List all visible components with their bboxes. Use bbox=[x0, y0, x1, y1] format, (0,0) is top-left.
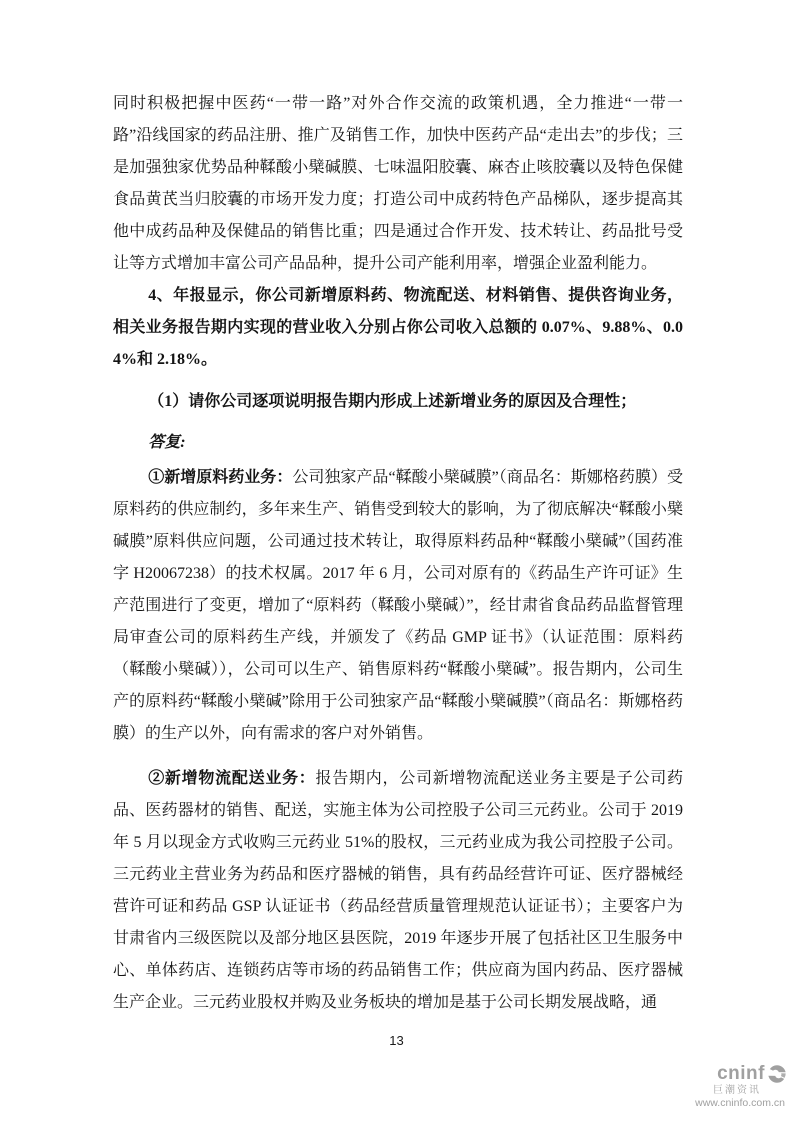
cninfo-chinese-name: 巨潮资讯 bbox=[713, 1085, 761, 1097]
answer-1-text: 公司独家产品“鞣酸小檗碱膜”（商品名：斯娜格药膜）受原料药的供应制约，多年来生产、销售受到较大的影响，为了彻底解决“鞣酸小檗碱膜”原料供应问题，公司通过技术转让，取得原料药品种“鞣酸小檗碱”（国药准字 H20067238）的技术权属。2017 年 6 月，公司对原有的《药品生产许可证》生产范围进行了变更，增加了“原料药（鞣酸小檗碱）”，经甘肃省食品药品监督管理局审查公司的原料药生产线，并颁发了《药品 GMP 证书》（认证范围：原料药（鞣酸小檗碱）），公司可以生产、销售原料药“鞣酸小檗碱”。报告期内，公司生产的原料药“鞣酸小檗碱”除用于公司独家产品“鞣酸小檗碱膜”（商品名：斯娜格药膜）的生产以外，向有需求的客户对外销售。 bbox=[113, 469, 683, 742]
cninfo-swirl-icon bbox=[767, 1064, 787, 1084]
cninfo-logo-row bbox=[677, 1064, 787, 1085]
paragraph-policy-continuation: 同时积极把握中医药“一带一路”对外合作交流的政策机遇，全力推进“一带一路”沿线国家的药品注册、推广及销售工作，加快中医药产品“走出去”的步伐；三是加强独家优势品种鞣酸小檗碱膜、七味温阳胶囊、麻杏止咳胶囊以及特色保健食品黄芪当归胶囊的市场开发力度；打造公司中成药特色产品梯队，逐步提高其他中成药品种及保健品的销售比重；四是通过合作开发、技术转让、药品批号受让等方式增加丰富公司产品品种，提升公司产能利用率，增强企业盈利能力。 bbox=[113, 95, 683, 272]
page-number: 13 bbox=[389, 1033, 404, 1048]
question-4: 4、年报显示，你公司新增原料药、物流配送、材料销售、提供咨询业务，相关业务报告期内实现的营业收入分别占你公司收入总额的 0.07%、9.88%、0.04%和 2.18%。 bbox=[113, 287, 683, 368]
cninfo-logo bbox=[677, 1064, 787, 1110]
answer-2-label: ②新增物流配送业务： bbox=[148, 770, 316, 787]
cninfo-url: www.cninfo.com.cn bbox=[695, 1097, 785, 1110]
answer-2-text: 报告期内，公司新增物流配送业务主要是子公司药品、医药器材的销售、配送，实施主体为公司控股子公司三元药业。公司于 2019 年 5 月以现金方式收购三元药业 51%的股权，三元药业成为我公司控股子公司。三元药业主营业务为药品和医疗器械的销售，具有药品经营许可证、医疗器械经营许可证和药品 GSP 认证证书（药品经营质量管理规范认证证书）；主要客户为甘肃省内三级医院以及部分地区县医院，2019 年逐步开展了包括社区卫生服务中心、单体药店、连锁药店等市场的药品销售工作；供应商为国内药品、医疗器械生产企业。三元药业股权并购及业务板块的增加是基于公司长期发展战略，通 bbox=[113, 770, 683, 1011]
answer-raw-material-business bbox=[113, 462, 683, 750]
reply-heading: 答复: bbox=[148, 434, 186, 451]
question-4-sub-1: （1）请你公司逐项说明报告期内形成上述新增业务的原因及合理性； bbox=[148, 393, 637, 410]
document-body bbox=[113, 88, 683, 1019]
answer-logistics-business bbox=[113, 763, 683, 1019]
answer-1-label: ①新增原料药业务： bbox=[148, 469, 293, 486]
cninfo-brand-text: cninf bbox=[717, 1062, 765, 1084]
